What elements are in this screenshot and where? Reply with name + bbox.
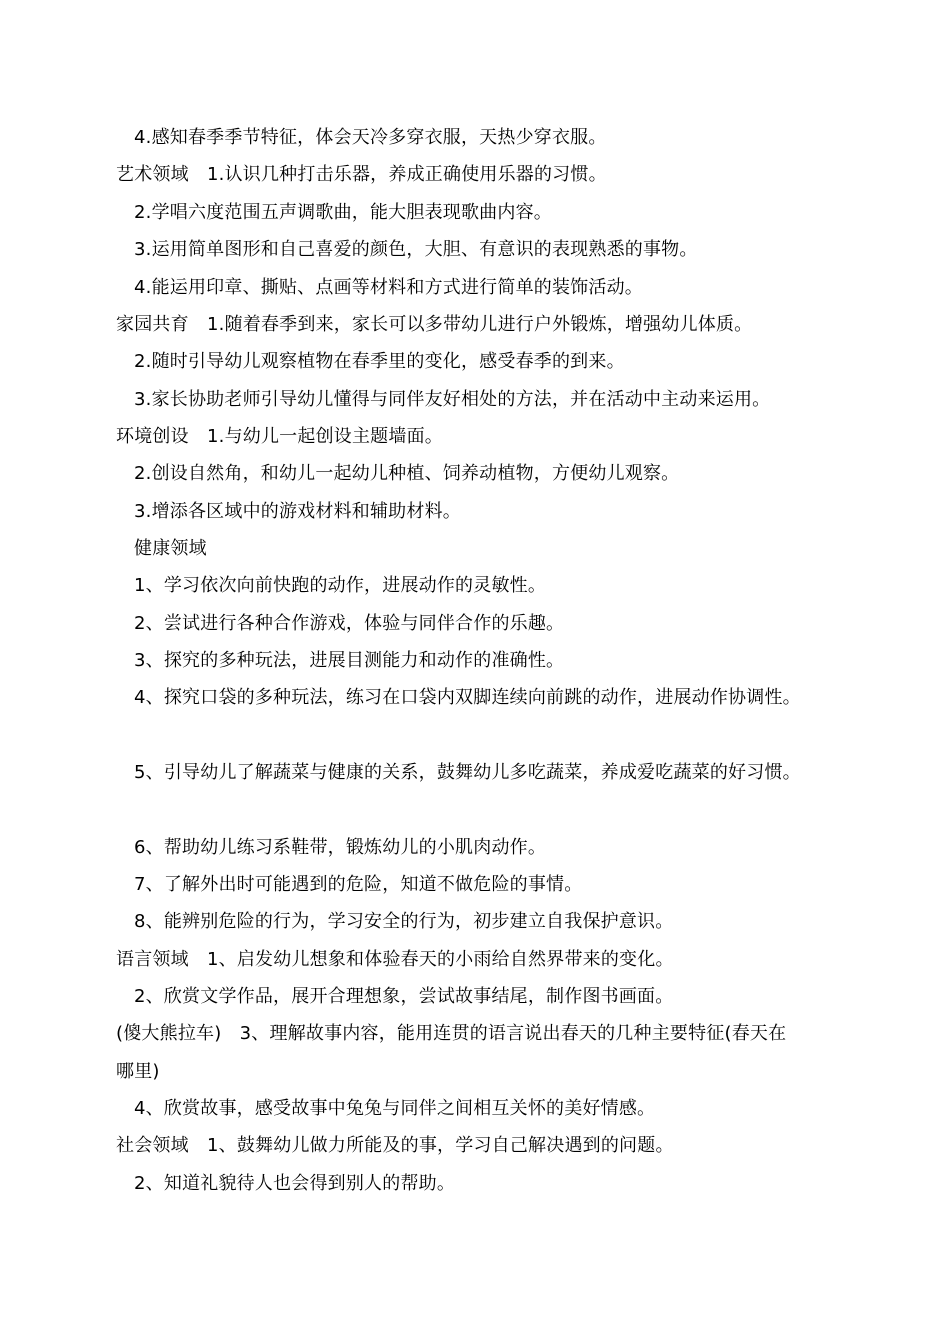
text-line: 4、探究口袋的多种玩法，练习在口袋内双脚连续向前跳的动作，进展动作协调性。 — [134, 687, 801, 708]
text-line: 社会领域 1、鼓舞幼儿做力所能及的事，学习自己解决遇到的问题。 — [116, 1135, 674, 1156]
text-line: 家园共育 1.随着春季到来，家长可以多带幼儿进行户外锻炼，增强幼儿体质。 — [116, 314, 753, 335]
text-line: 6、帮助幼儿练习系鞋带，锻炼幼儿的小肌肉动作。 — [134, 837, 547, 858]
text-line: 3.运用简单图形和自己喜爱的颜色，大胆、有意识的表现熟悉的事物。 — [134, 239, 698, 260]
text-line: 2.随时引导幼儿观察植物在春季里的变化，感受春季的到来。 — [134, 351, 625, 372]
text-line: 7、了解外出时可能遇到的危险，知道不做危险的事情。 — [134, 874, 583, 895]
text-line: 4、欣赏故事，感受故事中兔兔与同伴之间相互关怀的美好情感。 — [134, 1098, 656, 1119]
text-line: 哪里) — [116, 1061, 160, 1082]
text-line: 环境创设 1.与幼儿一起创设主题墙面。 — [116, 426, 443, 447]
text-line: 3.增添各区域中的游戏材料和辅助材料。 — [134, 501, 461, 522]
section-heading: 健康领域 — [134, 538, 207, 559]
text-line: 2、欣赏文学作品，展开合理想象，尝试故事结尾，制作图书画面。 — [134, 986, 674, 1007]
text-line: 2、知道礼貌待人也会得到别人的帮助。 — [134, 1173, 456, 1194]
text-line: 5、引导幼儿了解蔬菜与健康的关系，鼓舞幼儿多吃蔬菜，养成爱吃蔬菜的好习惯。 — [134, 762, 801, 783]
text-line: 4.能运用印章、撕贴、点画等材料和方式进行简单的装饰活动。 — [134, 277, 643, 298]
text-line: 3.家长协助老师引导幼儿懂得与同伴友好相处的方法，并在活动中主动来运用。 — [134, 389, 771, 410]
text-line: 2.创设自然角，和幼儿一起幼儿种植、饲养动植物，方便幼儿观察。 — [134, 463, 680, 484]
text-line: 1、学习依次向前快跑的动作，进展动作的灵敏性。 — [134, 575, 547, 596]
text-line: 4.感知春季季节特征，体会天冷多穿衣服，天热少穿衣服。 — [134, 127, 607, 148]
text-line: 语言领域 1、启发幼儿想象和体验春天的小雨给自然界带来的变化。 — [116, 949, 674, 970]
text-line: 8、能辨别危险的行为，学习安全的行为，初步建立自我保护意识。 — [134, 911, 674, 932]
text-line: 2、尝试进行各种合作游戏，体验与同伴合作的乐趣。 — [134, 613, 565, 634]
text-line: 2.学唱六度范围五声调歌曲，能大胆表现歌曲内容。 — [134, 202, 552, 223]
text-line: 3、探究的多种玩法，进展目测能力和动作的准确性。 — [134, 650, 565, 671]
text-line: (傻大熊拉车) 3、理解故事内容，能用连贯的语言说出春天的几种主要特征(春天在 — [116, 1023, 787, 1044]
text-line: 艺术领域 1.认识几种打击乐器，养成正确使用乐器的习惯。 — [116, 164, 607, 185]
